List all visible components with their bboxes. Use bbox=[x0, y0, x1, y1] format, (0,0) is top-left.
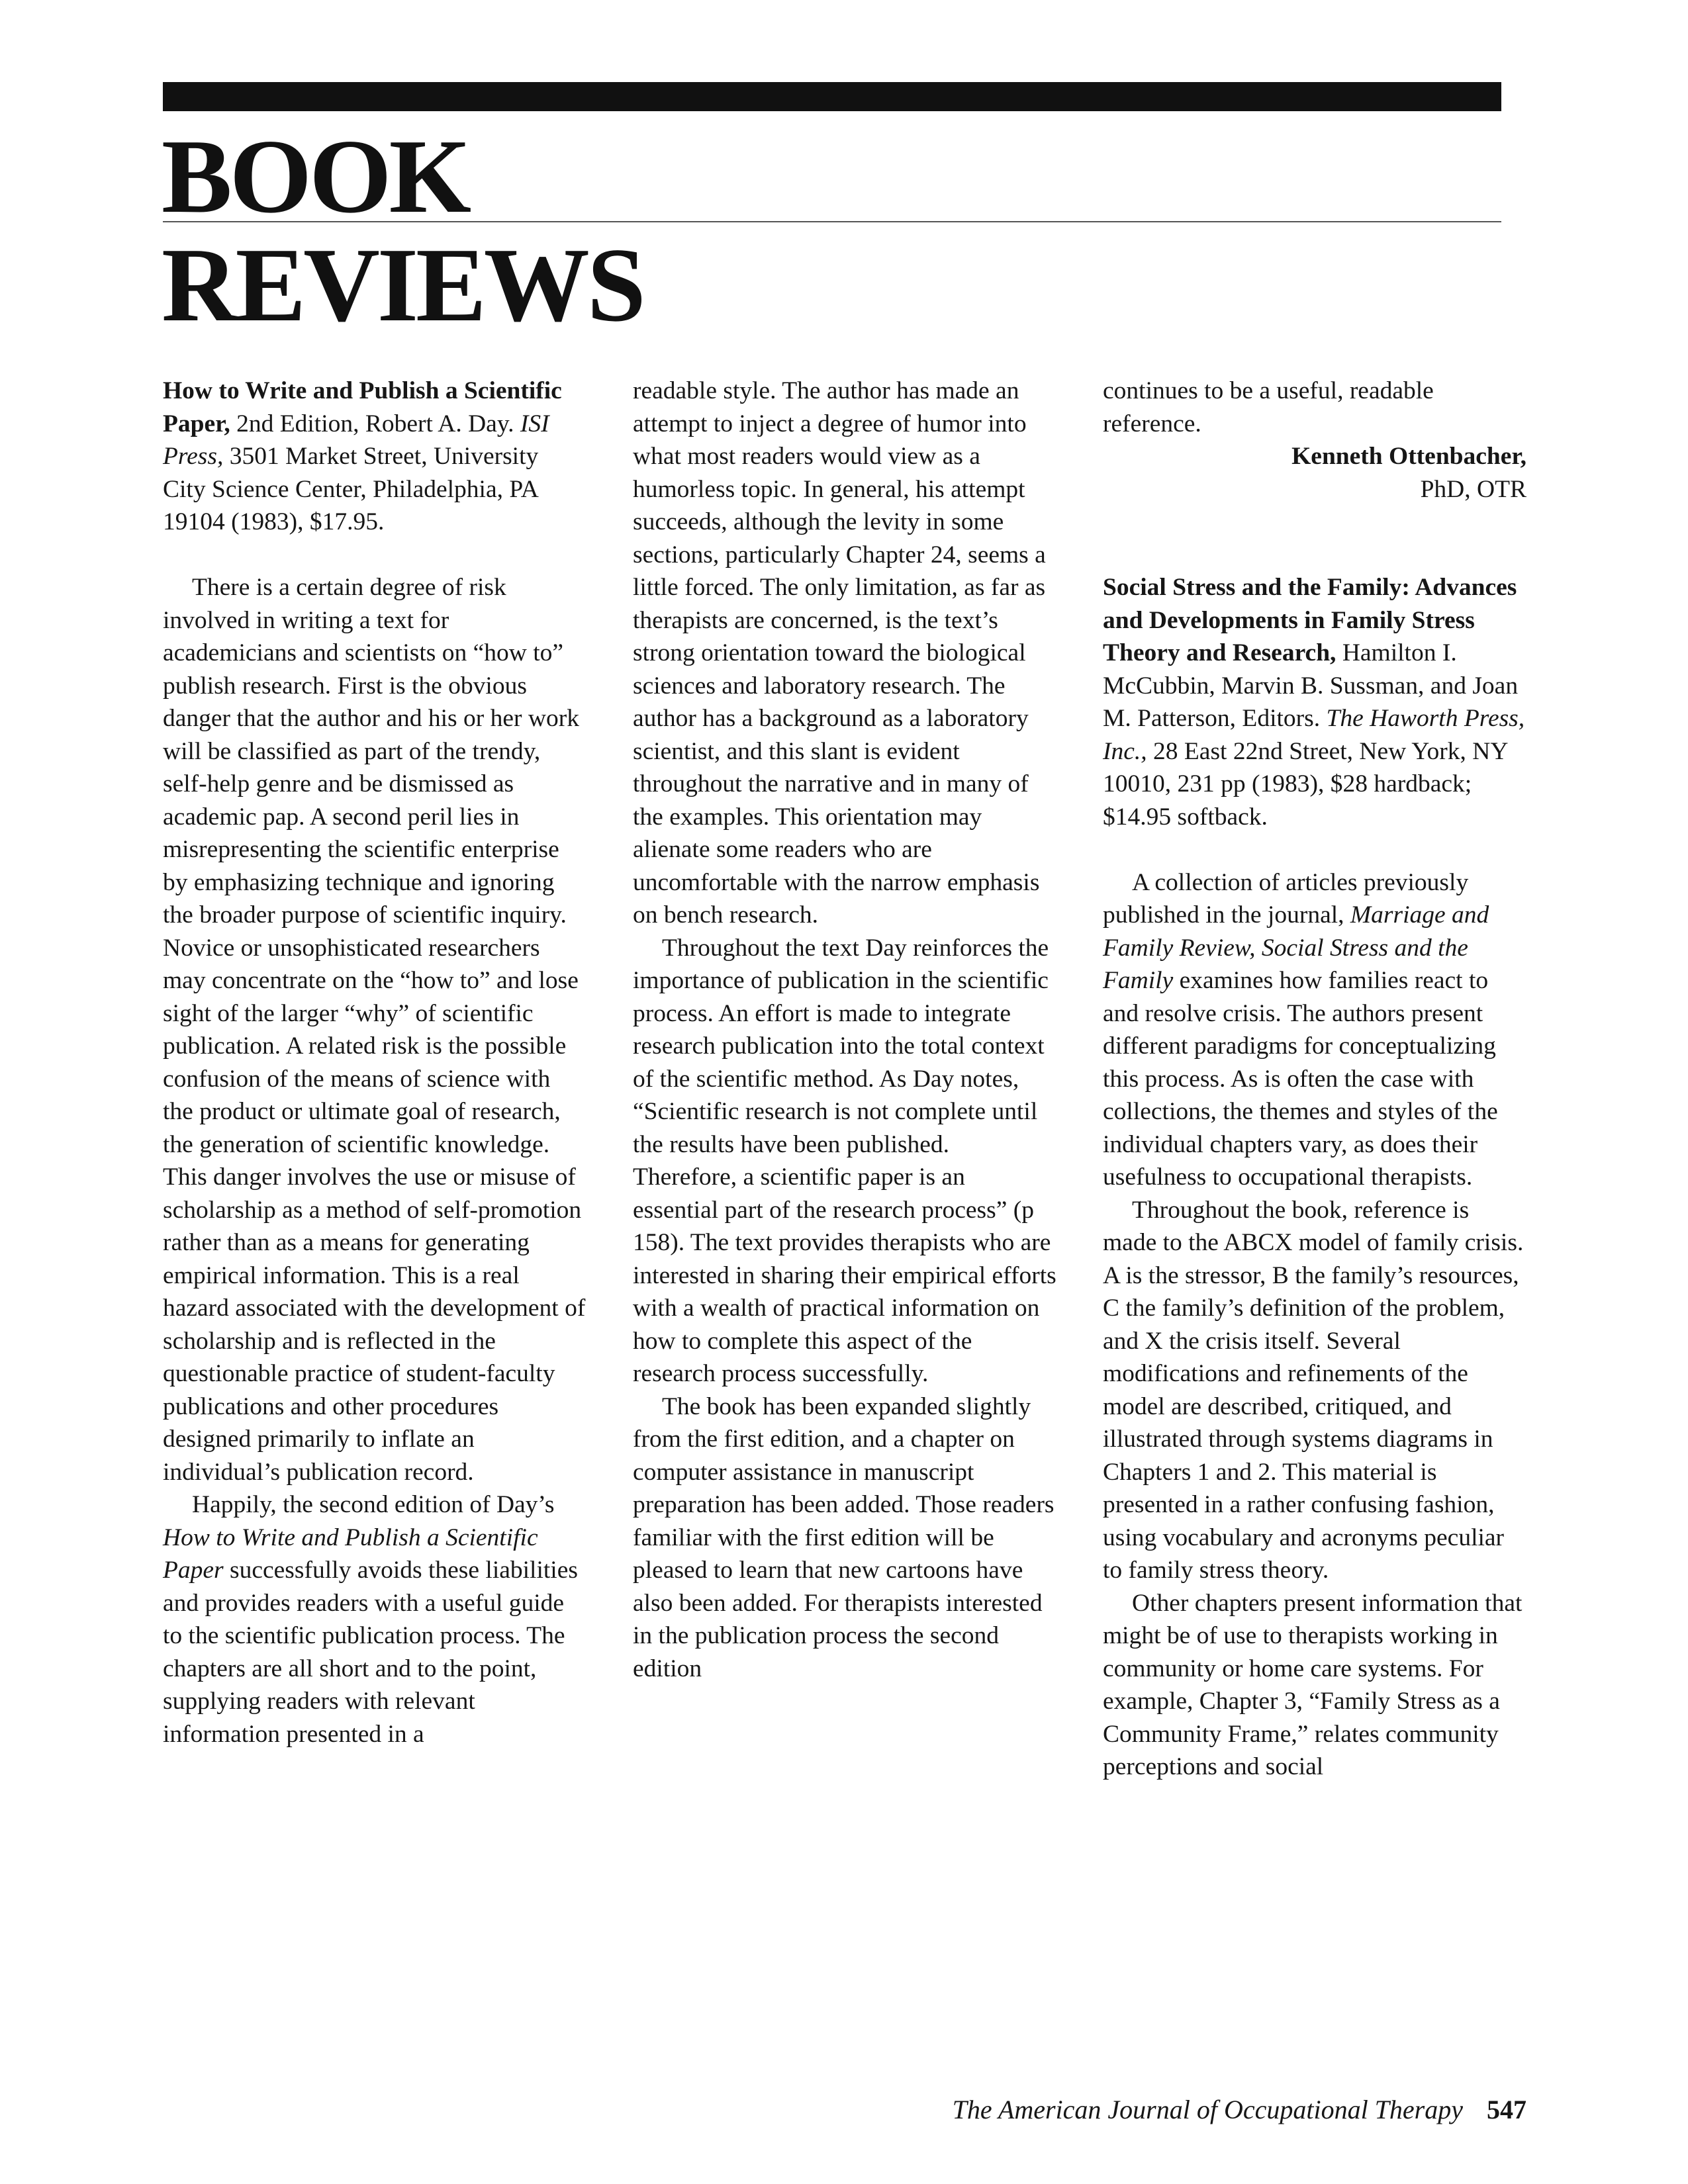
header-bar bbox=[163, 82, 1501, 111]
review-1-paragraph-3: Throughout the text Day reinforces the importance of publication in the scientific process. An effort is made to integrate research publication into the total context of the scientific method. As Day notes, “Scientific research is not complete until the results have been published. Therefore, a scientific paper is an essential part of the research process” (p 158). The text provides therapists who are interested in sharing their empirical efforts with a wealth of practical information on how to complete this aspect of the research process successfully. bbox=[633, 934, 1056, 1387]
review-2-address: 28 East 22nd Street, New York, NY 10010, 231 pp (1983), $28 hardback; $14.95 softback. bbox=[1103, 737, 1508, 831]
review-2-paragraph-2: Throughout the book, reference is made to the ABCX model of family crisis. A is the stressor, B the family’s resources, C the family’s definition of the problem, and X the crisis itself. Several modifications and refinements of the model are described, critiqued, and illustrated through systems diagrams in Chapters 1 and 2. This material is presented in a rather confusing fashion, using vocabulary and acronyms peculiar to family stress theory. bbox=[1103, 1196, 1524, 1584]
review-1-paragraph-2-continued: readable style. The author has made an attempt to inject a degree of humor into what most readers would view as a humorless topic. In general, his attempt succeeds, although the levity in some sections, particularly Chapter 24, seems a little forced. The only limitation, as far as therapists are concerned, is the text’s strong orientation toward the biological sciences and laboratory research. The author has a background as a laboratory scientist, and this slant is evident throughout the narrative and in many of the examples. This orientation may alienate some readers who are uncomfortable with the narrow emphasis on bench research. bbox=[633, 377, 1046, 929]
review-1-address: 3501 Market Street, University City Science Center, Philadelphia, PA 19104 (1983), $17.95. bbox=[163, 443, 539, 535]
column-2 bbox=[633, 375, 1056, 1685]
review-2-paragraph-1-rest: examines how families react to and resolve crisis. The authors present different paradigms for conceptualizing this process. As is often the case with collections, the themes and styles of the individual chapters vary, as does their usefulness to occupational therapists. bbox=[1103, 967, 1498, 1191]
reviewer-name-text: Kenneth Ottenbacher, bbox=[1291, 443, 1526, 470]
review-2-paragraph-3: Other chapters present information that might be of use to therapists working in community or home care systems. For example, Chapter 3, “Family Stress as a Community Frame,” relates community perceptions and social bbox=[1103, 1589, 1523, 1780]
review-1-book-title: How to Write and Publish a Scientific Paper bbox=[163, 1524, 538, 1584]
review-1-paragraph-2 bbox=[163, 1488, 586, 1751]
review-1-publisher: ISI Press, bbox=[163, 410, 549, 470]
header-title-line-1: BOOK bbox=[162, 117, 469, 235]
footer-journal-title: The American Journal of Occupational Therapy bbox=[952, 2095, 1463, 2124]
review-1-paragraph-4-continued: continues to be a useful, readable reference. bbox=[1103, 377, 1434, 437]
review-1-paragraph-2-rest: successfully avoids these liabilities and provides readers with a useful guide to the scientific publication process. The chapters are all short and to the point, supplying readers with relevant information presented in a bbox=[163, 1557, 578, 1748]
review-1-paragraph-4: The book has been expanded slightly from the first edition, and a chapter on computer assistance in manuscript preparation has been added. Those readers familiar with the first edition will be pleased to learn that new cartoons have also been added. For therapists interested in the publication process the second edition bbox=[633, 1392, 1055, 1682]
page-number: 547 bbox=[1487, 2095, 1526, 2124]
review-2-editors: Hamilton I. McCubbin, Marvin B. Sussman, and Joan M. Patterson, Editors. bbox=[1103, 639, 1519, 732]
reviewer-name bbox=[1103, 440, 1526, 473]
page-footer bbox=[953, 2097, 1526, 2123]
review-1-paragraph-1: There is a certain degree of risk involved in writing a text for academicians and scientists on “how to” publish research. First is the obvious danger that the author and his or her work will be classified as part of the trendy, self-help genre and be dismissed as academic pap. A second peril lies in misrepresenting the scientific enterprise by emphasizing technique and ignoring the broader purpose of scientific inquiry. Novice or unsophisticated researchers may concentrate on the “how to” and lose sight of the larger “why” of scientific publication. A related risk is the possible confusion of the means of science with the product or ultimate goal of research, the generation of scientific knowledge. This danger involves the use or misuse of scholarship as a method of self-promotion rather than as a means for generating empirical information. This is a real hazard associated with the development of scholarship and is reflected in the questionable practice of student-faculty publications and other procedures designed primarily to inflate an individual’s publication record. bbox=[163, 574, 586, 1486]
review-2-journal-title: Marriage and Family Review, Social Stress and the Family bbox=[1103, 901, 1489, 994]
review-1-paragraph-2-text: Happily, the second edition of Day’s bbox=[192, 1491, 555, 1518]
review-2-publisher: The Haworth Press, Inc., bbox=[1103, 705, 1525, 765]
column-1 bbox=[163, 375, 586, 1751]
review-2-paragraph-1-text: A collection of articles previously published in the journal, bbox=[1103, 868, 1469, 929]
review-1-title: How to Write and Publish a Scientific Paper, bbox=[163, 377, 562, 437]
reviewer-credentials: PhD, OTR bbox=[1420, 475, 1526, 503]
review-1-citation bbox=[163, 375, 586, 539]
review-2-title: Social Stress and the Family: Advances and Developments in Family Stress Theory and Research, bbox=[1103, 574, 1517, 666]
column-3 bbox=[1103, 375, 1526, 1784]
review-1-edition: 2nd Edition, Robert A. Day. bbox=[230, 410, 520, 437]
review-2-citation bbox=[1103, 571, 1526, 833]
header-title-line-2: REVIEWS bbox=[162, 226, 643, 343]
review-2-paragraph-1 bbox=[1103, 866, 1526, 1194]
